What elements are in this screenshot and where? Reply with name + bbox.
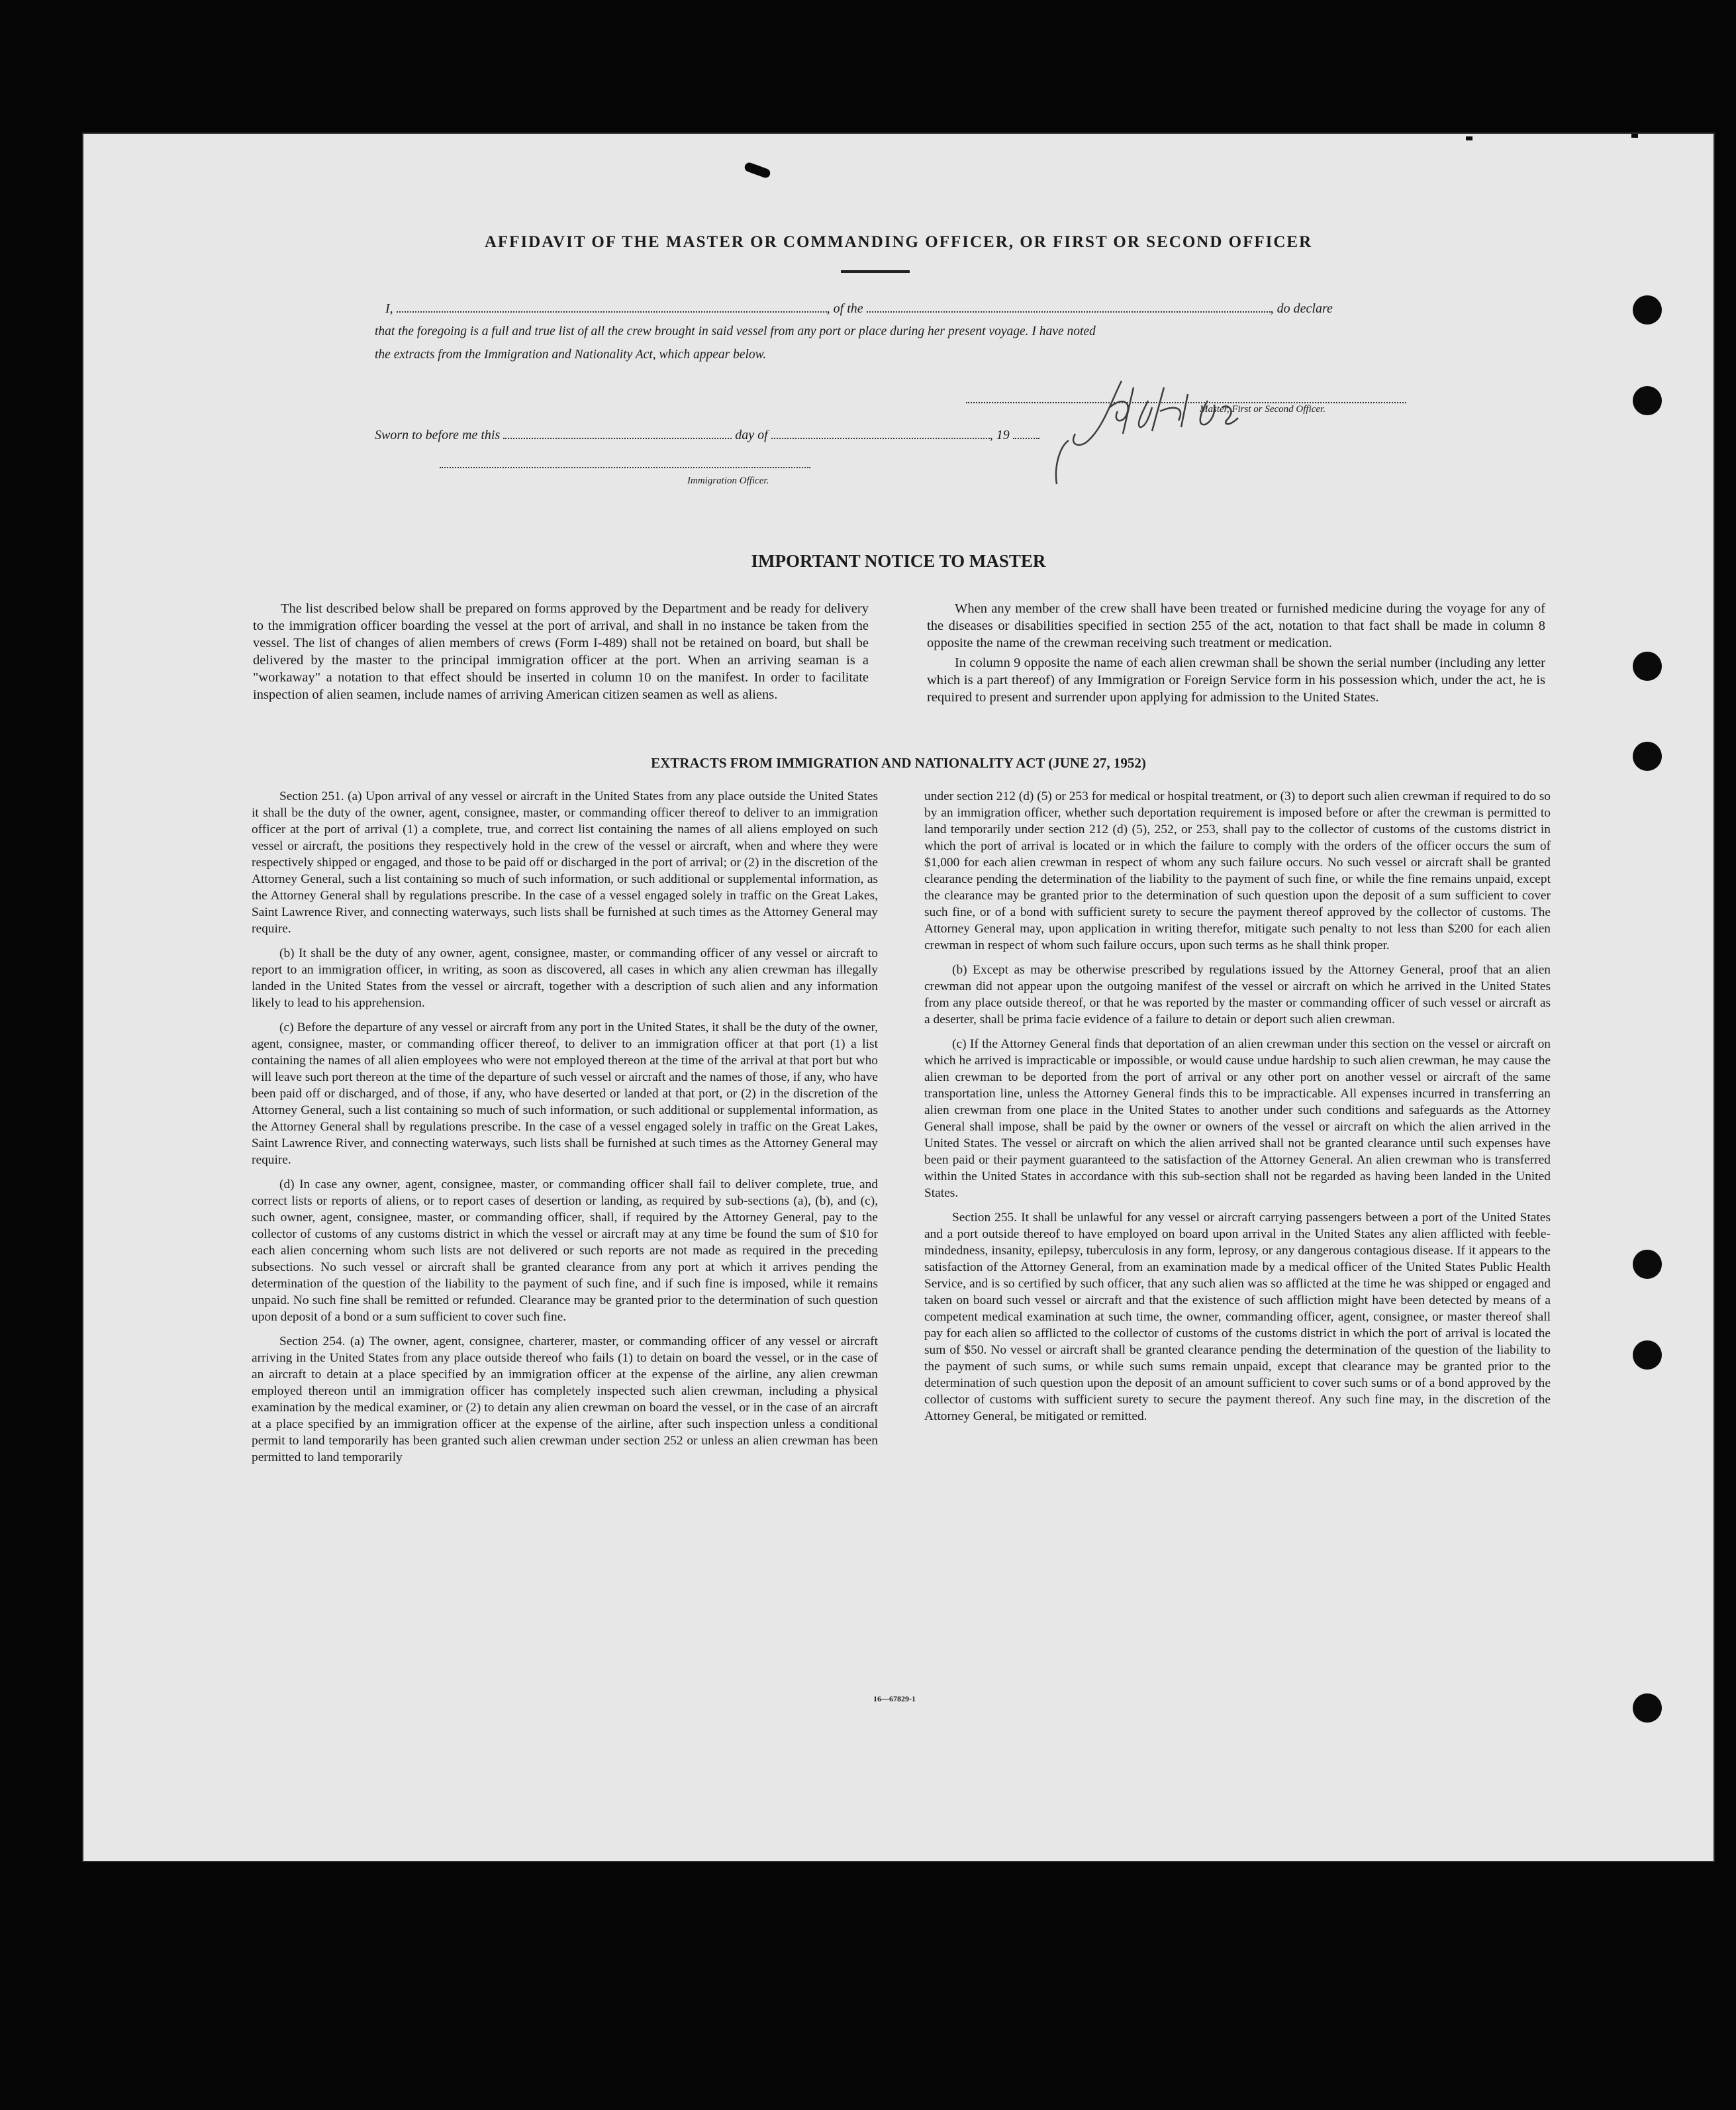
punch-hole [1633,652,1662,681]
punch-hole [1633,1250,1662,1279]
handwritten-signature [1049,361,1287,487]
vessel-blank[interactable] [867,302,1271,313]
extracts-heading: EXTRACTS FROM IMMIGRATION AND NATIONALITY ACT (JUNE 27, 1952) [651,755,1146,771]
ink-speck [744,162,771,179]
notice-heading: IMPORTANT NOTICE TO MASTER [751,551,1046,571]
declaration-of-the: , of the [826,301,863,316]
ink-speck [1466,136,1472,140]
extracts-left-column [252,788,878,1474]
section-251-d: (d) In case any owner, agent, consignee, master, or commanding officer shall fail to deliver complete, true, and correct lists or reports of aliens, or to report cases of desertion or landing, as required by sub-sections (a), (b), and (c), such owner, agent, consignee, master, or commanding officer, shall, if required by the Attorney General, pay to the collector of customs of any customs district in which the vessel or aircraft may at any time be found the sum of $10 for each alien concerning whom such lists are not delivered or such reports are not made as required in the preceding subsections. No such vessel or aircraft shall be granted clearance from any port at which it arrives pending the determination of the question of the liability to the payment of such fine, and if such fine is imposed, while it remains unpaid. No such fine shall be remitted or refunded. Clearance may be granted prior to the determination of such question upon deposit of a bond or a sum sufficient to cover such fine. [252,1178,878,1324]
extracts-right-column [924,788,1551,1432]
section-254-b: (b) Except as may be otherwise prescribed by regulations issued by the Attorney General, proof that an alien crewman did not appear upon the outgoing manifest of the vessel or aircraft on which he arrived in the United States from any place outside thereof, or that he was reported by the master or commanding officer of such vessel or aircraft as a deserter, shall be prima facie evidence of a failure to detain or deport such alien crewman. [924,963,1551,1027]
form-number: 16—67829-1 [873,1694,916,1703]
officer-signature-line[interactable] [440,457,810,472]
ink-speck [1631,134,1638,138]
notice-right-column [927,600,1545,714]
notice-right-paragraph-1: When any member of the crew shall have been treated or furnished medicine during the voyage for any of the diseases or disabilities specified in section 255 of the act, notation to that fact shall be made in column 8 opposite the name of the crewman receiving such treatment or medication. [927,601,1545,650]
notice-left-column [253,600,869,711]
declaration-line-1 [385,301,1333,317]
sworn-month-blank[interactable] [771,428,990,439]
punch-hole [1633,386,1662,415]
sworn-day-blank[interactable] [503,428,732,439]
punch-hole [1633,295,1662,325]
declaration-do-declare: , do declare [1270,301,1333,316]
affidavit-title: AFFIDAVIT OF THE MASTER OR COMMANDING OFFICER, OR FIRST OR SECOND OFFICER [484,233,1313,251]
section-251-a: Section 251. (a) Upon arrival of any vessel or aircraft in the United States from any place outside the United States it shall be the duty of the owner, agent, consignee, master, or commanding officer thereof to deliver to an immigration officer at the port of arrival (1) a complete, true, and correct list containing the names of all aliens employed on such vessel or aircraft, the positions they respectively hold in the crew of the vessel or aircraft, when and where they were respectively shipped or engaged, and those to be paid off or discharged in the port of arrival; or (2) in the discretion of the Attorney General, such a list containing so much of such information, or such additional or supplemental information, as the Attorney General shall by regulations prescribe. In the case of a vessel engaged solely in traffic on the Great Lakes, Saint Lawrence River, and connecting waterways, such lists shall be furnished at such times as the Attorney General may require. [252,789,878,936]
document-page [82,132,1715,1862]
day-of-label: day of [735,428,768,442]
notice-right-paragraph-2: In column 9 opposite the name of each alien crewman shall be shown the serial number (including any letter which is a part thereof) of any Immigration or Foreign Service form in his possession which, under the act, he is required to present and surrender upon applying for admission to the United States. [927,656,1545,705]
punch-hole [1633,742,1662,771]
sworn-year-blank[interactable] [1013,428,1039,439]
punch-hole [1633,1340,1662,1370]
section-255: Section 255. It shall be unlawful for any vessel or aircraft carrying passengers between a port of the United States and a port outside thereof to have employed on board upon arrival in the United States any alien afflicted with feeble-mindedness, insanity, epilepsy, tuberculosis in any form, leprosy, or any dangerous contagious disease. If it appears to the satisfaction of the Attorney General, from an examination made by a medical officer of the United States Public Health Service, and is so certified by such officer, that any such alien was so afflicted at the time he was shipped or engaged and taken on board such vessel or aircraft and that the existence of such affliction might have been detected by means of a competent medical examination at such time, the owner, commanding officer, agent, consignee, or master thereof shall pay for each alien so afflicted to the collector of customs of the customs district in which the port of arrival is located the sum of $50. No vessel or aircraft shall be granted clearance pending the determination of the question of the liability to the payment of such sums, or while such sums remain unpaid, except that clearance may be granted prior to the determination of such question upon the deposit of an amount sufficient to cover such sums or of a bond approved by the collector of customs with sufficient surety to secure the payment thereof. Any such fine may, in the discretion of the Attorney General, be mitigated or remitted. [924,1211,1551,1423]
section-254-c: (c) If the Attorney General finds that deportation of an alien crewman under this section on the vessel or aircraft on which he arrived is impracticable or impossible, or would cause undue hardship to such alien crewman, he may cause the alien crewman to be deported from the port of arrival or any other port on another vessel or aircraft of the same transportation line, unless the Attorney General finds this to be impracticable. All expenses incurred in transferring an alien crewman from one place in the United States to another under such conditions and safeguards as the Attorney General shall impose, shall be paid by the owner or owners of the vessel or aircraft on which the alien arrived in the United States. The vessel or aircraft on which the alien arrived shall not be granted clearance until such expenses have been paid or their payment guaranteed to the satisfaction of the Attorney General. An alien crewman who is transferred within the United States in accordance with this sub-section shall not be regarded as having been landed in the United States. [924,1037,1551,1200]
year-label: , 19 [989,428,1010,442]
master-caption: Master, First or Second Officer. [1200,404,1326,415]
section-254-a: Section 254. (a) The owner, agent, consignee, charterer, master, or commanding officer of any vessel or aircraft arriving in the United States from any place outside thereof who fails (1) to detain on board the vessel, or in the case of an aircraft to detain at a place specified by an immigration officer at the expense of the airline, any alien crewman employed thereon until an immigration officer has completely inspected such alien crewman, including a physical examination by the medical examiner, or (2) to detain any alien crewman on board the vessel, or in the case of an aircraft at a place specified by an immigration officer at the expense of the airline, after such inspection unless a conditional permit to land temporarily has been granted such alien crewman under section 252 or unless an alien crewman has been permitted to land temporarily [252,1334,878,1464]
declaration-line-2: that the foregoing is a full and true list of all the crew brought in said vessel from any port or place during her present voyage. I have noted [375,325,1096,338]
title-rule [841,270,910,273]
punch-hole [1633,1693,1662,1723]
officer-caption: Immigration Officer. [687,476,769,486]
section-254-a-continued: under section 212 (d) (5) or 253 for medical or hospital treatment, or (3) to deport such alien crewman if required to do so by an immigration officer, whether such deportation requirement is imposed before or after the crewman is permitted to land temporarily under section 212 (d) (5), 252, or 253, shall pay to the collector of customs of the customs district in which the port of arrival is located or in which the failure to comply with the orders of the officer occurs the sum of $1,000 for each alien crewman in respect of whom any such failure occurs. No such vessel or aircraft shall be granted clearance pending the determination of the liability to the payment of such fine, or while the fine remains unpaid, except the clearance may be granted prior to the determination of such question upon the deposit of a sum sufficient to cover such fine, or of a bond with sufficient surety to secure the payment thereof approved by the collector of customs. The Attorney General may, upon application in writing therefor, mitigate such penalty to not less than $200 for each alien crewman in respect of whom such failure occurs, upon such terms as he shall think proper. [924,789,1551,952]
declaration-line-3: the extracts from the Immigration and Nationality Act, which appear below. [375,348,767,362]
sworn-label: Sworn to before me this [375,428,501,442]
section-251-c: (c) Before the departure of any vessel or aircraft from any port in the United States, it shall be the duty of the owner, agent, consignee, master, or commanding officer thereof, to deliver to an immigration officer at that port (1) a list containing the names of all alien employees who were not employed thereon at the time of the arrival at that port but who will leave such port thereon at the time of the departure of such vessel or aircraft and the names of those, if any, who have been paid off or discharged, and of those, if any, who have deserted or landed at that port, or (2) in the discretion of the Attorney General, such a list containing so much of such information, or such additional or supplemental information, as the Attorney General shall by regulations prescribe. In the case of a vessel engaged solely in traffic on the Great Lakes, Saint Lawrence River, and connecting waterways, such lists shall be furnished at such times as the Attorney General may require. [252,1021,878,1167]
notice-left-paragraph: The list described below shall be prepared on forms approved by the Department and be ready for delivery to the immigration officer boarding the vessel at the port of arrival, and shall in no instance be taken from the vessel. The list of changes of alien members of crews (Form I-489) shall not be retained on board, but shall be delivered by the master to the principal immigration officer at the port. When an arriving seaman is a "workaway" a notation to that effect should be inserted in column 10 on the manifest. In order to facilitate inspection of alien seamen, include names of arriving American citizen seamen as well as aliens. [253,601,869,702]
declaration-i: I, [385,301,393,316]
sworn-line [375,428,1039,443]
name-blank[interactable] [397,302,827,313]
section-251-b: (b) It shall be the duty of any owner, agent, consignee, master, or commanding officer of any vessel or aircraft to report to an immigration officer, in writing, as soon as discovered, all cases in which any alien crewman has illegally landed in the United States from the vessel or aircraft, together with a description of such alien and any information likely to lead to his apprehension. [252,946,878,1010]
